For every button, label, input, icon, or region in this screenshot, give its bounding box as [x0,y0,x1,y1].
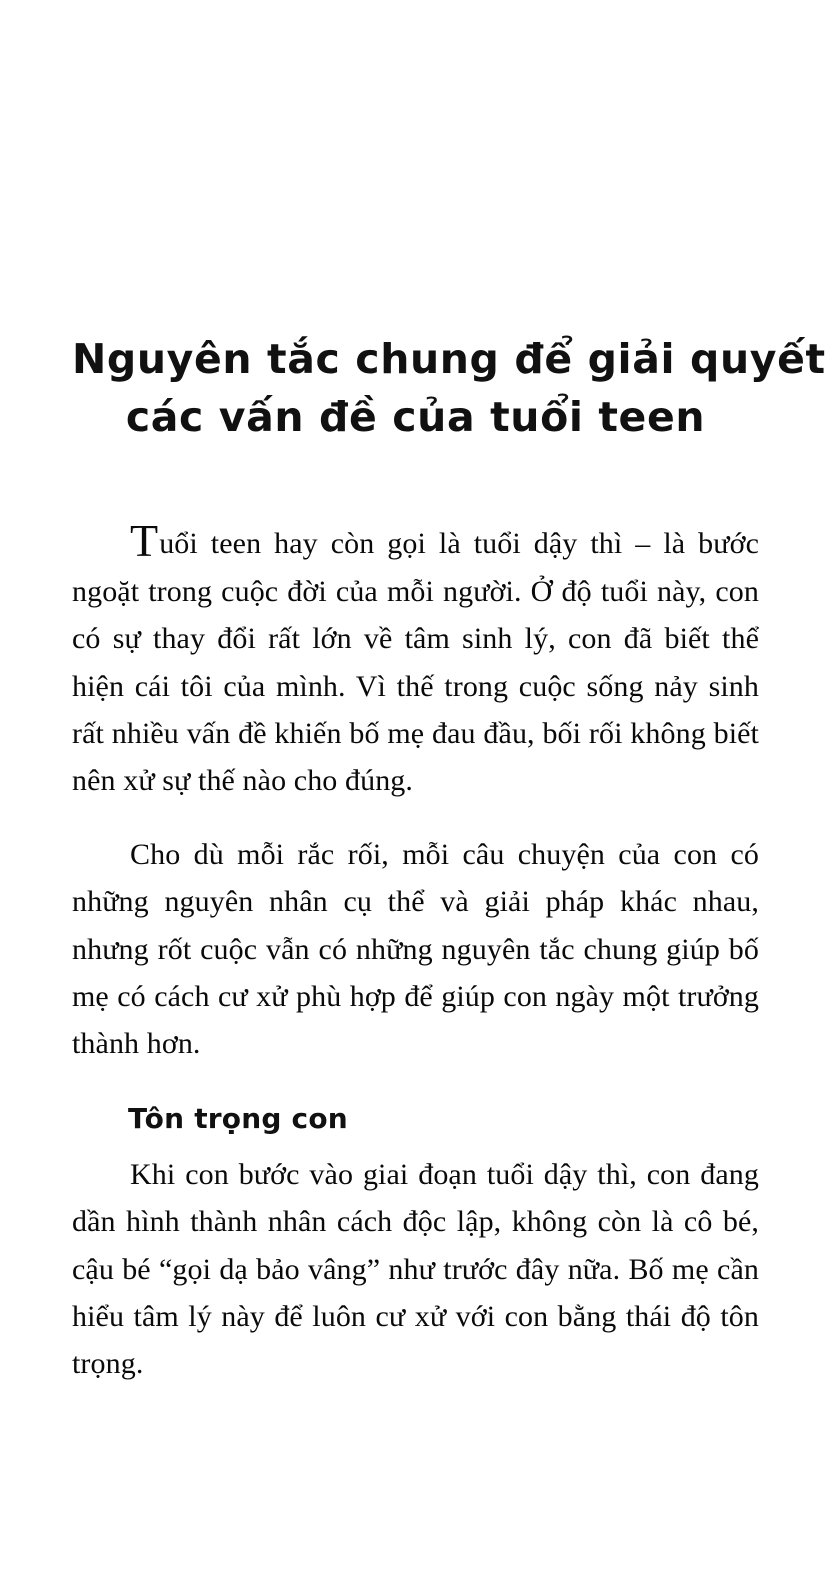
chapter-title [72,0,826,446]
paragraph-principles: Cho dù mỗi rắc rối, mỗi câu chuyện của con có những nguyên nhân cụ thể và giải pháp khác nhau, nhưng rốt cuộc vẫn có những nguyên tắc chung giúp bố mẹ có cách cư xử phù hợp để giúp con ngày một trưởng thành hơn. [72,837,759,1061]
paragraph-intro [72,515,759,804]
body-copy [72,515,759,1387]
chapter-title-line-1: Nguyên tắc chung để giải quyết [72,335,826,383]
paragraph-drop-initial: T [130,515,159,567]
paragraph-intro-text: uổi teen hay còn gọi là tuổi dậy thì – là bước ngoặt trong cuộc đời của mỗi người. Ở độ tuổi này, con có sự thay đổi rất lớn về tâm sinh lý, con đã biết thể hiện cái tôi của mình. Vì thế trong cuộc sống nảy sinh rất nhiều vấn đề khiến bố mẹ đau đầu, bối rối không biết nên xử sự thế nào cho đúng. [72,527,759,798]
sub-heading-respect-child: Tôn trọng con [128,1101,348,1135]
paragraph-respect-body: Khi con bước vào giai đoạn tuổi dậy thì, con đang dần hình thành nhân cách độc lập, không còn là cô bé, cậu bé “gọi dạ bảo vâng” như trước đây nữa. Bố mẹ cần hiểu tâm lý này để luôn cư xử với con bằng thái độ tôn trọng. [72,1157,759,1381]
chapter-title-line-2: các vấn đề của tuổi teen [125,393,706,442]
